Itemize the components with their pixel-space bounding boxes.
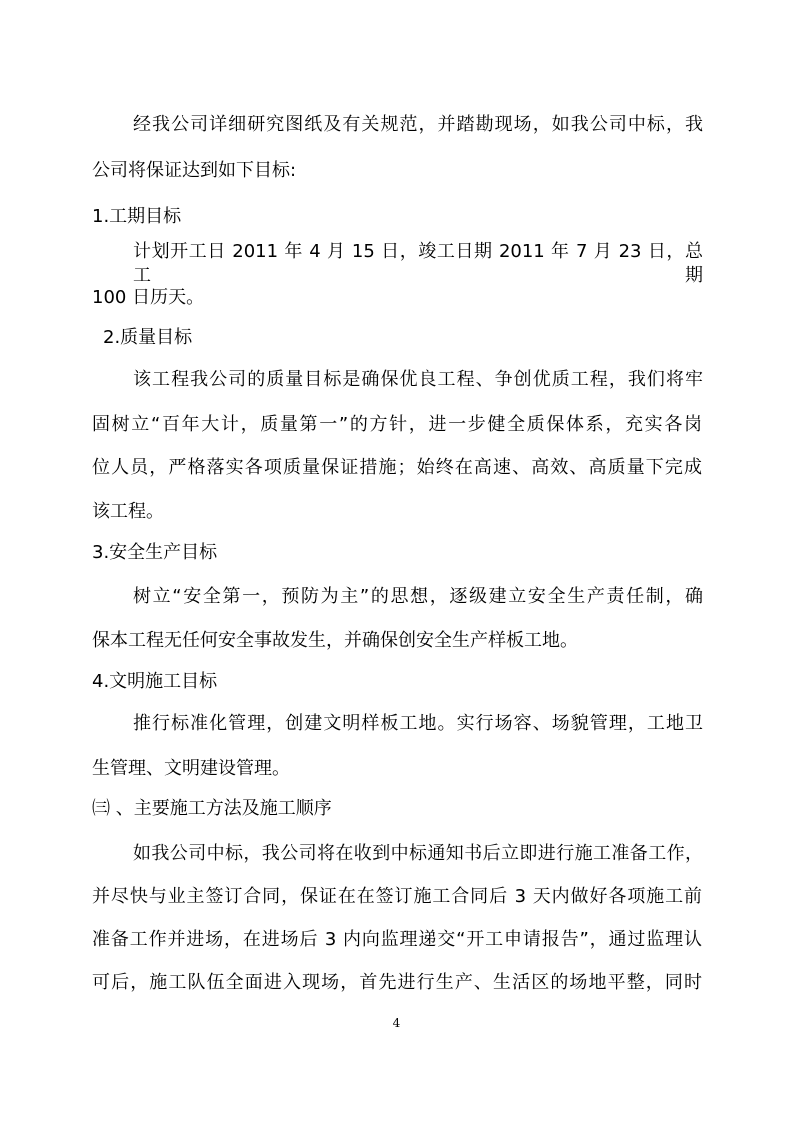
schedule-line-1: 计划开工日 2011 年 4 月 15 日，竣工日期 2011 年 7 月 23 日，总工期 xyxy=(133,241,703,286)
intro-line-2: 公司将保证达到如下目标: xyxy=(92,160,297,181)
methods-line-1: 如我公司中标，我公司将在收到中标通知书后立即进行施工准备工作， xyxy=(133,843,703,864)
methods-line-2: 并尽快与业主签订合同，保证在在签订施工合同后 3 天内做好各项施工前 xyxy=(92,886,702,907)
safety-line-1: 树立“安全第一，预防为主”的思想，逐级建立安全生产责任制，确 xyxy=(133,586,703,607)
section-heading-schedule: 1.工期目标 xyxy=(92,206,182,227)
section-heading-safety: 3.安全生产目标 xyxy=(92,542,218,563)
schedule-line-2: 100 日历天。 xyxy=(92,287,205,308)
quality-line-2: 固树立“百年大计，质量第一”的方针，进一步健全质保体系，充实各岗 xyxy=(92,414,702,435)
quality-line-3: 位人员，严格落实各项质量保证措施；始终在高速、高效、高质量下完成 xyxy=(92,457,702,478)
methods-line-3: 准备工作并进场，在进场后 3 内向监理递交“开工申请报告”，通过监理认 xyxy=(92,929,702,950)
section-heading-quality: 2.质量目标 xyxy=(103,327,193,348)
section-heading-civilized-construction: 4.文明施工目标 xyxy=(92,671,218,692)
quality-line-4: 该工程。 xyxy=(92,501,164,522)
quality-line-1: 该工程我公司的质量目标是确保优良工程、争创优质工程，我们将牢 xyxy=(133,369,703,390)
safety-line-2: 保本工程无任何安全事故发生，并确保创安全生产样板工地。 xyxy=(92,630,578,651)
page-number: 4 xyxy=(392,1016,401,1030)
civilized-line-1: 推行标准化管理，创建文明样板工地。实行场容、场貌管理，工地卫 xyxy=(133,713,703,734)
section-heading-construction-methods: ㈢ 、主要施工方法及施工顺序 xyxy=(92,798,332,819)
methods-line-4: 可后，施工队伍全面进入现场，首先进行生产、生活区的场地平整，同时 xyxy=(92,972,702,993)
civilized-line-2: 生管理、文明建设管理。 xyxy=(92,758,290,779)
intro-line-1: 经我公司详细研究图纸及有关规范，并踏勘现场，如我公司中标，我 xyxy=(133,114,703,135)
